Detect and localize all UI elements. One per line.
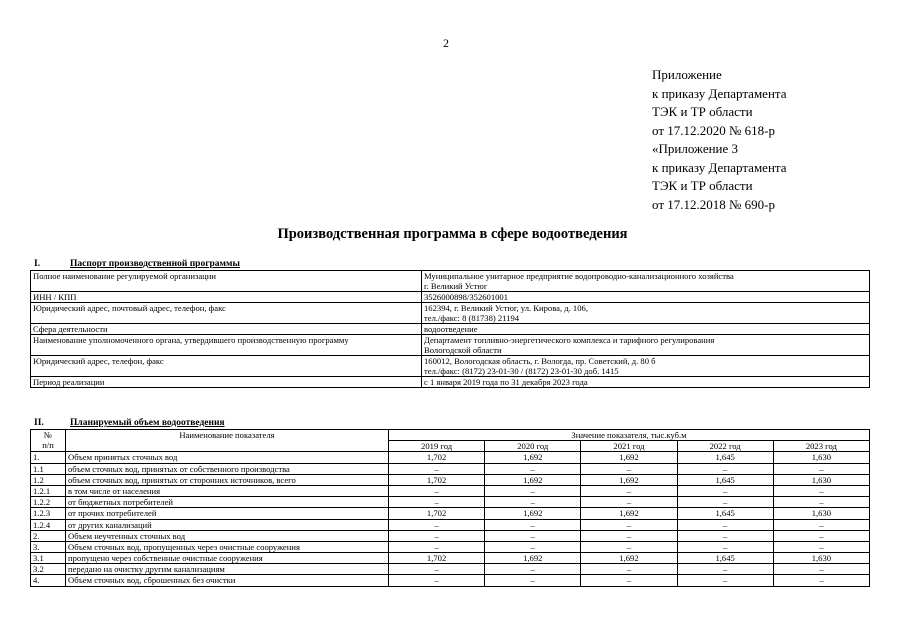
row-value: – [677, 497, 773, 508]
passport-label: Юридический адрес, почтовый адрес, телефон, факс [31, 303, 422, 324]
row-number: 3. [31, 541, 66, 552]
table-row [31, 575, 870, 586]
row-name: в том числе от населения [66, 485, 389, 496]
row-value: – [773, 541, 869, 552]
row-name: от других канализаций [66, 519, 389, 530]
passport-label: Полное наименование регулируемой организации [31, 271, 422, 292]
appendix-line: ТЭК и ТР области [652, 104, 753, 119]
table-row [31, 541, 870, 552]
row-value: – [581, 564, 677, 575]
row-value: – [581, 485, 677, 496]
row-value: – [677, 519, 773, 530]
table-row [31, 508, 870, 519]
row-value: – [485, 519, 581, 530]
header-name: Наименование показателя [66, 430, 389, 452]
passport-table [30, 270, 870, 388]
passport-value-line2: тел./факс: 8 (81738) 21194 [424, 313, 520, 323]
passport-value: Департамент топливно-энергетического комплекса и тарифного регулирования [424, 335, 715, 345]
row-value: 1,702 [389, 452, 485, 463]
row-value: – [389, 485, 485, 496]
passport-label: ИНН / КПП [31, 292, 422, 303]
passport-value-cell [422, 303, 870, 324]
section-1-number: I. [34, 259, 41, 269]
row-number: 1.2.2 [31, 497, 66, 508]
row-value: – [389, 463, 485, 474]
row-value: – [389, 541, 485, 552]
row-value: 1,630 [773, 474, 869, 485]
row-value: – [677, 541, 773, 552]
row-number: 3.1 [31, 553, 66, 564]
row-value: – [773, 485, 869, 496]
appendix-line: от 17.12.2018 № 690-р [652, 196, 775, 212]
row-value: – [485, 575, 581, 586]
volume-table [30, 429, 870, 587]
row-value: – [485, 463, 581, 474]
row-value: 1,702 [389, 508, 485, 519]
passport-value-cell [422, 271, 870, 292]
row-value: – [581, 541, 677, 552]
passport-row [31, 335, 870, 356]
passport-value: 3526000898/352601001 [424, 292, 509, 302]
row-name: объем сточных вод, принятых от собственного производства [66, 463, 389, 474]
row-value: – [581, 575, 677, 586]
section-2-title: Планируемый объем водоотведения [70, 418, 225, 428]
passport-value-line2: Вологодской области [424, 345, 502, 355]
row-number: 1.2.4 [31, 519, 66, 530]
row-value: 1,692 [485, 452, 581, 463]
passport-value-cell [422, 292, 870, 303]
row-name: пропущено через собственные очистные сооружения [66, 553, 389, 564]
table-row [31, 485, 870, 496]
row-value: – [581, 530, 677, 541]
passport-value: Муниципальное унитарное предприятие водопроводно-канализационного хозяйства [424, 271, 734, 281]
row-value: – [389, 497, 485, 508]
row-value: 1,692 [485, 474, 581, 485]
passport-label: Юридический адрес, телефон, факс [31, 356, 422, 377]
header-year: 2022 год [677, 441, 773, 452]
appendix-line: к приказу Департамента [652, 159, 787, 175]
row-number: 1.2 [31, 474, 66, 485]
passport-value: 160012, Вологодская область, г. Вологда, пр. Советский, д. 80 б [424, 356, 656, 366]
row-value: – [389, 564, 485, 575]
passport-value-cell [422, 324, 870, 335]
row-value: – [389, 575, 485, 586]
passport-value: с 1 января 2019 года по 31 декабря 2023 года [424, 377, 588, 387]
appendix-line: Приложение [652, 67, 722, 82]
row-value: – [581, 519, 677, 530]
row-value: – [581, 463, 677, 474]
table-row [31, 463, 870, 474]
passport-row [31, 303, 870, 324]
row-value: – [677, 463, 773, 474]
section-2-heading [34, 418, 225, 428]
header-year: 2020 год [485, 441, 581, 452]
row-value: – [677, 575, 773, 586]
row-value: 1,630 [773, 508, 869, 519]
header-num-line2: п/п [42, 440, 54, 450]
table-row [31, 474, 870, 485]
appendix-line: от 17.12.2020 № 618-р [652, 122, 775, 138]
row-value: 1,692 [485, 553, 581, 564]
header-values-title: Значение показателя, тыс.куб.м [389, 430, 870, 441]
row-name: от прочих потребителей [66, 508, 389, 519]
passport-label: Сфера деятельности [31, 324, 422, 335]
row-name: Объем сточных вод, сброшенных без очистки [66, 575, 389, 586]
row-value: 1,692 [581, 553, 677, 564]
table-row [31, 452, 870, 463]
row-value: – [485, 564, 581, 575]
row-value: 1,702 [389, 474, 485, 485]
row-value: 1,702 [389, 553, 485, 564]
row-value: – [773, 519, 869, 530]
row-name: Объем принятых сточных вод [66, 452, 389, 463]
passport-row [31, 356, 870, 377]
row-value: – [389, 530, 485, 541]
passport-value-cell [422, 356, 870, 377]
row-value: – [773, 564, 869, 575]
header-num [31, 430, 66, 452]
table-row [31, 497, 870, 508]
row-value: 1,692 [581, 452, 677, 463]
section-1-title: Паспорт производственной программы [70, 259, 240, 269]
passport-value-line2: тел./факс: (8172) 23-01-30 / (8172) 23-01-30 доб. 1415 [424, 366, 619, 376]
row-value: – [581, 497, 677, 508]
row-value: – [389, 519, 485, 530]
row-name: от бюджетных потребителей [66, 497, 389, 508]
row-name: Объем неучтенных сточных вод [66, 530, 389, 541]
row-value: – [773, 497, 869, 508]
row-value: 1,630 [773, 553, 869, 564]
appendix-block [652, 66, 787, 214]
section-1-heading [34, 259, 240, 269]
row-number: 4. [31, 575, 66, 586]
header-row [31, 430, 870, 441]
header-year: 2023 год [773, 441, 869, 452]
row-value: 1,645 [677, 452, 773, 463]
row-name: передано на очистку другим канализациям [66, 564, 389, 575]
row-value: – [773, 530, 869, 541]
row-value: 1,692 [581, 508, 677, 519]
document-title: Производственная программа в сфере водоотведения [277, 226, 628, 242]
row-value: – [485, 530, 581, 541]
table-row [31, 553, 870, 564]
appendix-line: ТЭК и ТР области [652, 178, 753, 193]
table-row [31, 564, 870, 575]
passport-value: 162394, г. Великий Устюг, ул. Кирова, д. 106, [424, 303, 588, 313]
passport-value-cell [422, 377, 870, 388]
table-row [31, 519, 870, 530]
passport-row [31, 377, 870, 388]
row-value: – [677, 564, 773, 575]
row-number: 1.2.1 [31, 485, 66, 496]
row-number: 1.2.3 [31, 508, 66, 519]
appendix-line: «Приложение 3 [652, 141, 739, 156]
row-value: 1,645 [677, 508, 773, 519]
passport-value-cell [422, 335, 870, 356]
row-number: 1. [31, 452, 66, 463]
header-year: 2021 год [581, 441, 677, 452]
row-value: – [677, 530, 773, 541]
section-2-number: II. [34, 418, 44, 428]
passport-row [31, 271, 870, 292]
row-value: 1,692 [581, 474, 677, 485]
row-number: 1.1 [31, 463, 66, 474]
row-name: Объем сточных вод, пропущенных через очистные сооружения [66, 541, 389, 552]
row-name: объем сточных вод, принятых от сторонних источников, всего [66, 474, 389, 485]
row-number: 2. [31, 530, 66, 541]
passport-row [31, 324, 870, 335]
row-value: 1,645 [677, 474, 773, 485]
header-num-line1: № [43, 430, 53, 440]
page-number: 2 [443, 36, 449, 50]
row-value: 1,692 [485, 508, 581, 519]
header-year: 2019 год [389, 441, 485, 452]
table-row [31, 530, 870, 541]
row-value: – [773, 463, 869, 474]
row-value: – [773, 575, 869, 586]
row-value: – [485, 541, 581, 552]
passport-label: Наименование уполномоченного органа, утвердившего производственную программу [31, 335, 422, 356]
passport-row [31, 292, 870, 303]
row-number: 3.2 [31, 564, 66, 575]
row-value: 1,630 [773, 452, 869, 463]
row-value: – [485, 485, 581, 496]
passport-label: Период реализации [31, 377, 422, 388]
passport-value-line2: г. Великий Устюг [424, 281, 488, 291]
row-value: 1,645 [677, 553, 773, 564]
appendix-line: к приказу Департамента [652, 85, 787, 101]
passport-value: водоотведение [424, 324, 478, 334]
row-value: – [677, 485, 773, 496]
row-value: – [485, 497, 581, 508]
